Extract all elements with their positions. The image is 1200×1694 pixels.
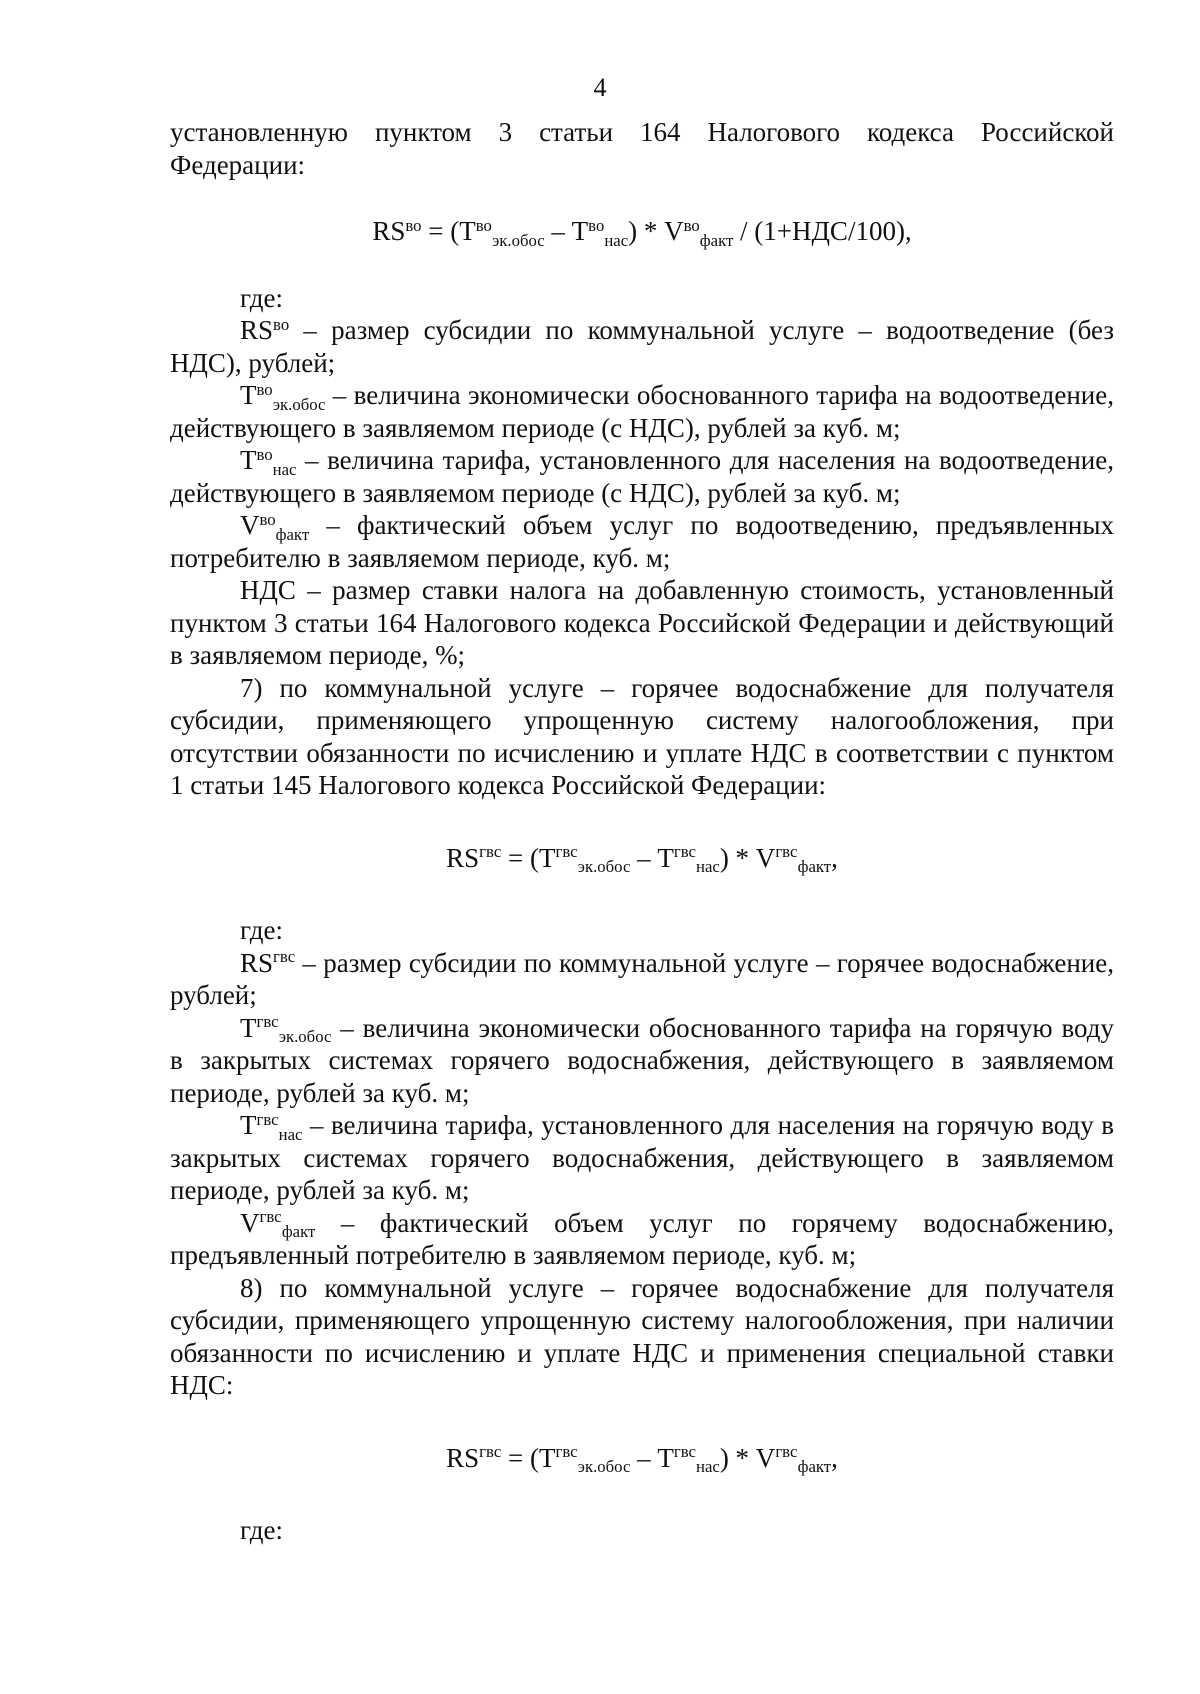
definition-t-gvs-ek: $Т^{гвс}_{эк.обос}$ – величина экономически обоснованного тарифа на горячую воду в закрытых системах горячего водоснабжения, действующего в заявляемом периоде, рублей за куб. м; (170, 1012, 1114, 1108)
where-label: где: (240, 282, 283, 313)
definition-v-vo: $V^{во}_{факт}$ – фактический объем услуг по водоотведению, предъявленных потребителю в заявляемом периоде, куб. м; (170, 509, 1114, 573)
formula-rs-gvs-2: $RS^{гвс} = (Т^{гвс}_{эк.обос} - Т^{гвс}_{нас}) * V^{гвс}_{факт}$, (446, 1442, 838, 1477)
where-label: где: (240, 915, 283, 945)
formula-rs-gvs-1: $RS^{гвс} = (Т^{гвс}_{эк.обос} - Т^{гвс}_{нас}) * V^{гвс}_{факт}$, (446, 842, 838, 877)
definition-nds: НДС – размер ставки налога на добавленную стоимость, установленный пунктом 3 статьи 164 Налогового кодекса Российской Федерации и действующий в заявляемом периоде, %; (170, 575, 1114, 670)
definition-t-gvs-nas: $Т^{гвс}_{нас}$ – величина тарифа, установленного для населения на горячую воду в закрытых системах горячего водоснабжения, действующего в заявляемом периоде, рублей за куб. м; (170, 1109, 1114, 1205)
formula-rs-vo: $RS^{во} = (Т^{во}_{эк.обос} - Т^{во}_{нас}) * V^{во}_{факт} / (1+НДС/100)$, (372, 215, 912, 250)
definition-t-vo-nas: $Т^{во}_{нас}$ – величина тарифа, установленного для населения на водоотведение, действующего в заявляемом периоде (с НДС), рублей за куб. м; (170, 444, 1114, 508)
page-number: 4 (593, 73, 607, 102)
intro-paragraph: установленную пунктом 3 статьи 164 Налогового кодекса Российской Федерации: (170, 117, 1114, 180)
document-body (170, 116, 1114, 1547)
item-7: 7) по коммунальной услуге – горячее водоснабжение для получателя субсидии, применяющего упрощенную систему налогообложения, при отсутствии обязанности по исчислению и уплате НДС в соответствии с пунктом 1 статьи 145 Налогового кодекса Российской Федерации: (170, 672, 1114, 800)
definition-rs-gvs: $RS^{гвс}$ – размер субсидии по коммунальной услуге – горячее водоснабжение, рублей; (170, 947, 1114, 1010)
item-8: 8) по коммунальной услуге – горячее водоснабжение для получателя субсидии, применяющего упрощенную систему налогообложения, при наличии обязанности по исчислению и уплате НДС и применения специальной ставки НДС: (170, 1272, 1114, 1400)
definition-t-vo-ek: $Т^{во}_{эк.обос}$ – величина экономически обоснованного тарифа на водоотведение, действующего в заявляемом периоде (с НДС), рублей за куб. м; (170, 379, 1114, 443)
where-label: где: (240, 1515, 283, 1545)
definition-rs-vo: $RS^{во}$ – размер субсидии по коммунальной услуге – водоотведение (без НДС), рублей; (170, 314, 1114, 378)
definition-v-gvs: $V^{гвс}_{факт}$ – фактический объем услуг по горячему водоснабжению, предъявленный потребителю в заявляемом периоде, куб. м; (170, 1207, 1114, 1270)
